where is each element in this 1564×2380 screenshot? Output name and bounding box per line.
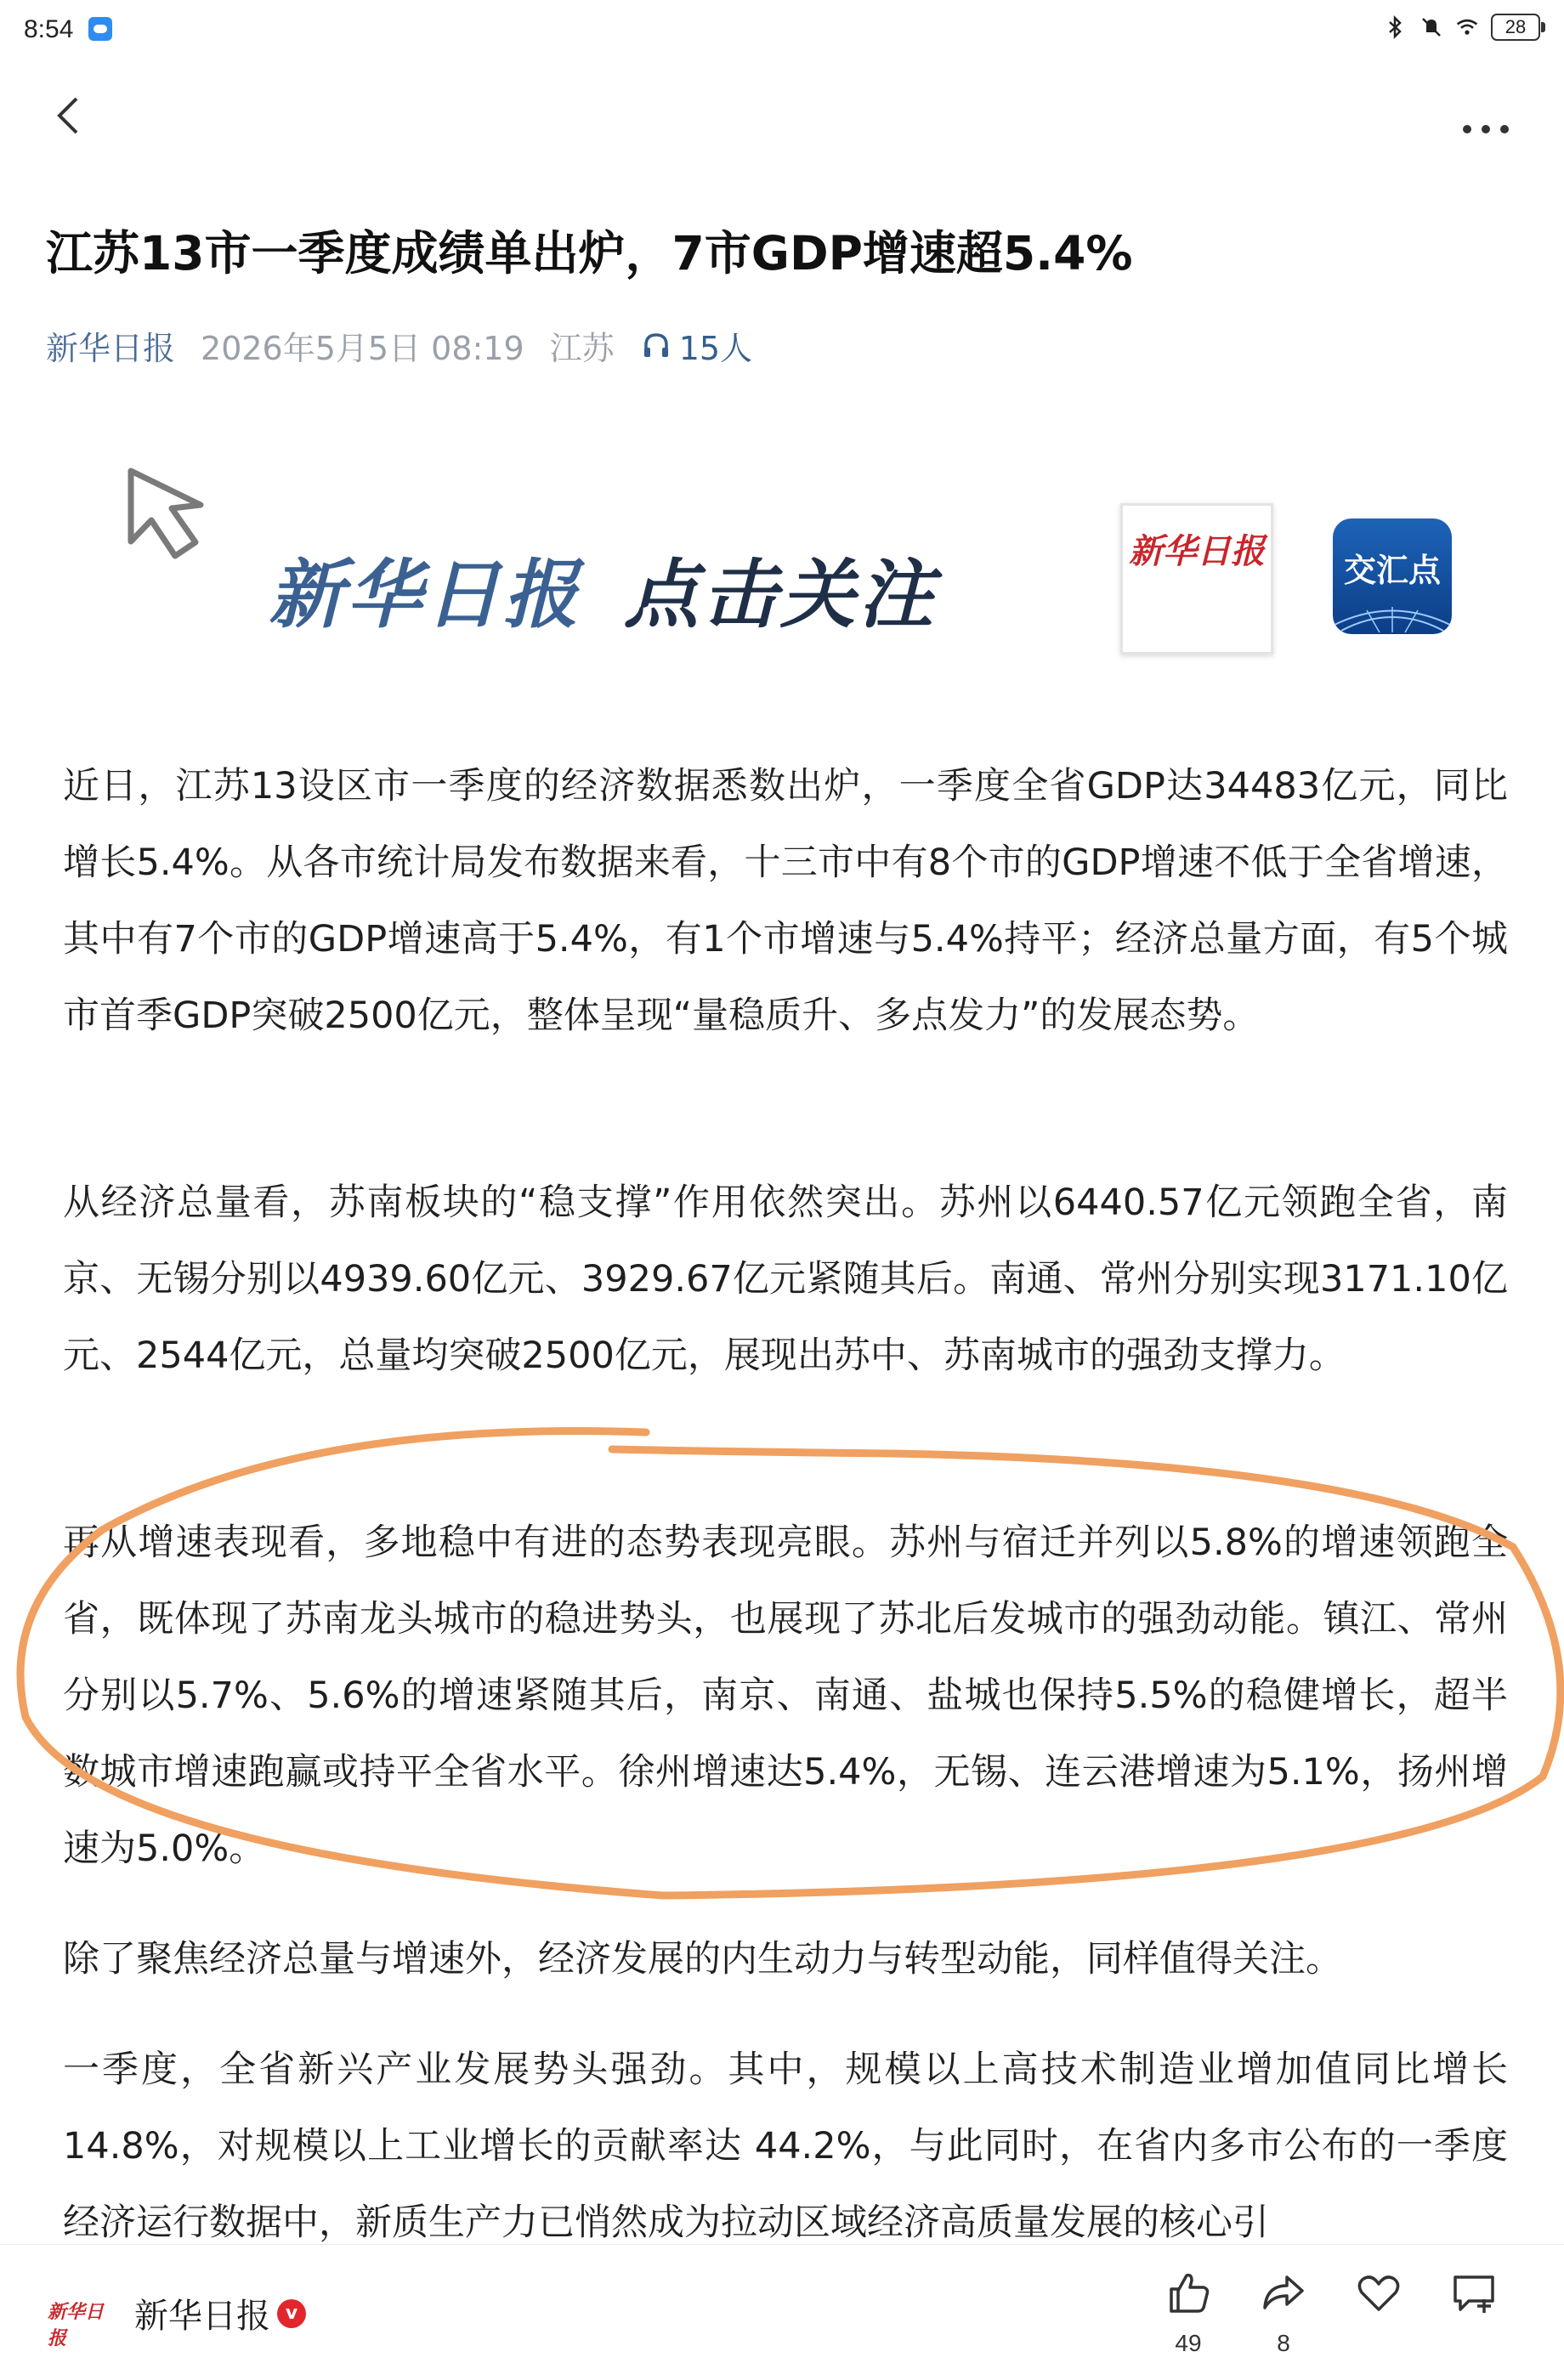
headphones-icon: [640, 329, 672, 361]
xinhua-logo-text: 新华日报: [1129, 531, 1265, 571]
paragraph-3: 再从增速表现看，多地稳中有进的态势表现亮眼。苏州与宿迁并列以5.8%的增速领跑全省，既体现了苏南龙头城市的稳进势头，也展现了苏北后发城市的强劲动能。镇江、常州分别以5.7%、5.6%的增速紧随其后，南京、南通、盐城也保持5.5%的稳健增长，超半数城市增速跑赢或持平全省水平。徐州增速达5.4%，无锡、连云港增速为5.1%，扬州增速为5.0%。: [63, 1522, 1508, 1870]
share-icon: [1260, 2269, 1307, 2316]
jiaohuidian-logo-text: 交汇点: [1343, 552, 1441, 589]
bluetooth-icon: [1384, 15, 1408, 39]
nav-bar: [0, 75, 1564, 151]
back-icon[interactable]: [44, 90, 95, 141]
share-button[interactable]: [1250, 2269, 1318, 2371]
mute-icon: [1420, 15, 1443, 39]
follow-banner[interactable]: [46, 442, 1525, 672]
bottom-source-name: 新华日报: [134, 2297, 270, 2336]
banner-text-right: 点击关注: [624, 551, 938, 638]
favorite-button[interactable]: [1345, 2269, 1413, 2371]
listen-count-label: 15人: [678, 329, 753, 367]
bottom-source[interactable]: [134, 2289, 306, 2338]
banner-text-left: 新华日报: [269, 551, 582, 638]
source-logo[interactable]: 新华日报: [48, 2301, 105, 2349]
listen-count[interactable]: [640, 322, 778, 369]
article-datetime: 2026年5月5日 08:19: [201, 329, 524, 367]
paragraph-1: 近日，江苏13设区市一季度的经济数据悉数出炉，一季度全省GDP达34483亿元，同比增长5.4%。从各市统计局发布数据来看，十三市中有8个市的GDP增速不低于全省增速，其中有7个市的GDP增速高于5.4%，有1个市增速与5.4%持平；经济总量方面，有5个城市首季GDP突破2500亿元，整体呈现“量稳质升、多点发力”的发展态势。: [63, 765, 1508, 1037]
bottom-action-bar: [0, 2244, 1564, 2380]
bridge-graphic: [1333, 592, 1452, 634]
paragraph-4: 除了聚焦经济总量与增速外，经济发展的内生动力与转型动能，同样值得关注。: [63, 1938, 1342, 1980]
like-icon: [1164, 2269, 1212, 2316]
heart-icon: [1355, 2269, 1402, 2316]
article-title: 江苏13市一季度成绩单出炉，7市GDP增速超5.4%: [46, 226, 1133, 280]
comment-icon: [1450, 2269, 1498, 2316]
verified-badge: v: [277, 2299, 306, 2328]
status-icons: [1384, 14, 1540, 41]
status-bar: [0, 0, 1564, 61]
article-source[interactable]: 新华日报: [46, 329, 176, 367]
paragraph-5: 一季度，全省新兴产业发展势头强劲。其中，规模以上高技术制造业增加值同比增长 14.8%，对规模以上工业增长的贡献率达 44.2%，与此同时，在省内多市公布的一季度经济运行数据中，新质生产力已悄然成为拉动区域经济高质量发展的核心引: [63, 2048, 1508, 2244]
wifi-icon: [1455, 15, 1479, 39]
like-button[interactable]: [1154, 2269, 1222, 2371]
share-count: 8: [1277, 2330, 1290, 2356]
xinhua-daily-logo[interactable]: [1120, 503, 1273, 654]
banner-headline: [269, 536, 937, 643]
paragraph-2: 从经济总量看，苏南板块的“稳支撑”作用依然突出。苏州以6440.57亿元领跑全省，南京、无锡分别以4939.60亿元、3929.67亿元紧随其后。南通、常州分别实现3171.10亿元、2544亿元，总量均突破2500亿元，展现出苏中、苏南城市的强劲支撑力。: [63, 1182, 1508, 1377]
status-time: 8:54: [24, 15, 74, 43]
notification-app-icon: [88, 17, 112, 41]
jiaohuidian-logo[interactable]: [1333, 518, 1452, 634]
more-icon[interactable]: [1452, 90, 1520, 141]
like-count: 49: [1175, 2330, 1202, 2356]
comment-button[interactable]: [1440, 2269, 1508, 2371]
article-location: 江苏: [549, 329, 615, 367]
cursor-arrow-icon: [114, 461, 258, 588]
article-meta: [46, 320, 803, 371]
battery-indicator: 28: [1491, 14, 1540, 41]
